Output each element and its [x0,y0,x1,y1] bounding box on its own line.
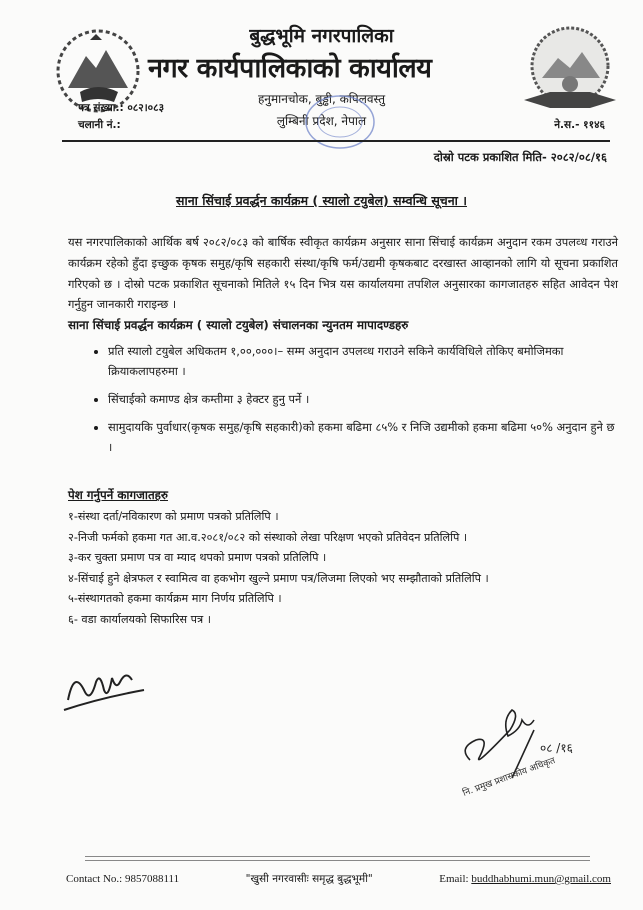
document-item: २-निजी फर्मको हकमा गत आ.व.२०८१/०८२ को संस्थाको लेखा परिक्षण भएको प्रतिवेदन प्रतिलिपि । [68,530,468,544]
municipality-name: बुद्धभूमि नगरपालिका [249,25,394,47]
email-link[interactable]: buddhabhumi.mun@gmail.com [471,873,611,885]
officer-signature [450,690,620,800]
footer-email [439,873,611,885]
notice-title-text: साना सिंचाई प्रवर्द्धन कार्यक्रम ( स्यालो टयुबेल) सम्वन्धि सूचना । [176,193,467,208]
contact-label: Contact No.: [66,873,123,885]
document-item: ३-कर चुक्ता प्रमाण पत्र वा म्याद थपको प्रमाण पत्रको प्रतिलिपि । [68,551,327,565]
email-label: Email: [439,873,469,885]
letter-number-label: पत्र संख्या.: [78,102,124,114]
address-line-1: हनुमानचोक, बुड्ढी, कपिलवस्तु [257,92,386,106]
signature-stamp: नि. प्रमुख प्रशासकीय अधिकृत [461,756,557,799]
letter-number-value: ०८२।०८३ [127,102,165,114]
notice-body [68,232,618,630]
nepal-sambat: ने.स.- ११४६ [554,119,605,131]
letter-number [78,101,164,115]
contact-value: 9857088111 [124,873,180,885]
signature-date: ०८ /१६ [540,741,573,755]
office-name: नगर कार्यपालिकाको कार्यालय [148,53,432,84]
documents-list [68,507,618,630]
footer-divider [85,856,590,861]
document-item: ४-सिंचाई हुने क्षेत्रफल र स्वामित्व वा हकभोग खुल्ने प्रमाण पत्र/लिजमा लिएको भए सम्झौताको प्रतिलिपि । [68,571,489,585]
criteria-heading: साना सिंचाई प्रवर्द्धन कार्यक्रम ( स्यालो टयुबेल) संचालनका न्युनतम मापादण्डहरु [68,318,409,333]
contact-number [66,873,179,885]
body-paragraph: यस नगरपालिकाको आर्थिक बर्ष २०८२/०८३ को बार्षिक स्वीकृत कार्यक्रम अनुसार साना सिंचाई कार्यक्रम अनुदान रकम उपलव्ध गराउने कार्यक्रम रहेको हुँदा इच्छुक कृषक समुह/कृषि सहकारी संस्था/कृषि फर्म/उद्यमी कृषकबाट दरखास्त आव्हानको लागि यो सूचना प्रकाशित गरिएको छ । दोस्रो पटक प्रकाशित सूचनाको मितिले १५ दिन भित्र यस कार्यालयमा तपशिल अनुसारका कागजातहरु सहित आवेदन पेश गर्नुहुन जानकारी गराइन्छ । [68,235,618,312]
published-date: दोस्रो पटक प्रकाशित मिति- २०८२/०८/१६ [433,150,607,164]
office-stamp [300,92,380,154]
left-signature [60,660,150,716]
document-item: १-संस्था दर्ता/नविकारण को प्रमाण पत्रको प्रतिलिपि । [68,510,279,524]
notice-title [0,192,643,209]
criteria-item: • प्रति स्यालो टयुबेल अधिकतम १,००,०००।– सम्म अनुदान उपलव्ध गराउने सकिने कार्यविधिले तोकिए बमोजिमका क्रियाकलापहरुमा । [108,341,618,381]
footer-slogan: "खुसी नगरवासीः समृद्ध बुद्धभूमी" [245,873,373,885]
criteria-item: • सामुदायकि पुर्वाधार(कृषक समुह/कृषि सहकारी)को हकमा बढिमा ८५% र निजि उद्यमीको हकमा बढिमा ५०% अनुदान हुने छ । [108,417,618,457]
dispatch-number-label: चलानी नं.: [78,119,121,131]
header-divider [62,140,610,142]
address-line-2: लुम्बिनी प्रदेश, नेपाल [276,114,367,128]
document-item: ५-संस्थागतको हकमा कार्यक्रम माग निर्णय प्रतिलिपि । [68,592,282,606]
criteria-list [68,341,618,457]
documents-heading: पेश गर्नुपर्ने कागजातहरु [68,488,168,503]
criteria-item: • सिंचाईको कमाण्ड क्षेत्र कम्तीमा ३ हेक्टर हुनु पर्ने । [108,389,618,409]
footer [66,872,611,886]
document-item: ६- वडा कार्यालयको सिफारिस पत्र । [68,612,211,626]
